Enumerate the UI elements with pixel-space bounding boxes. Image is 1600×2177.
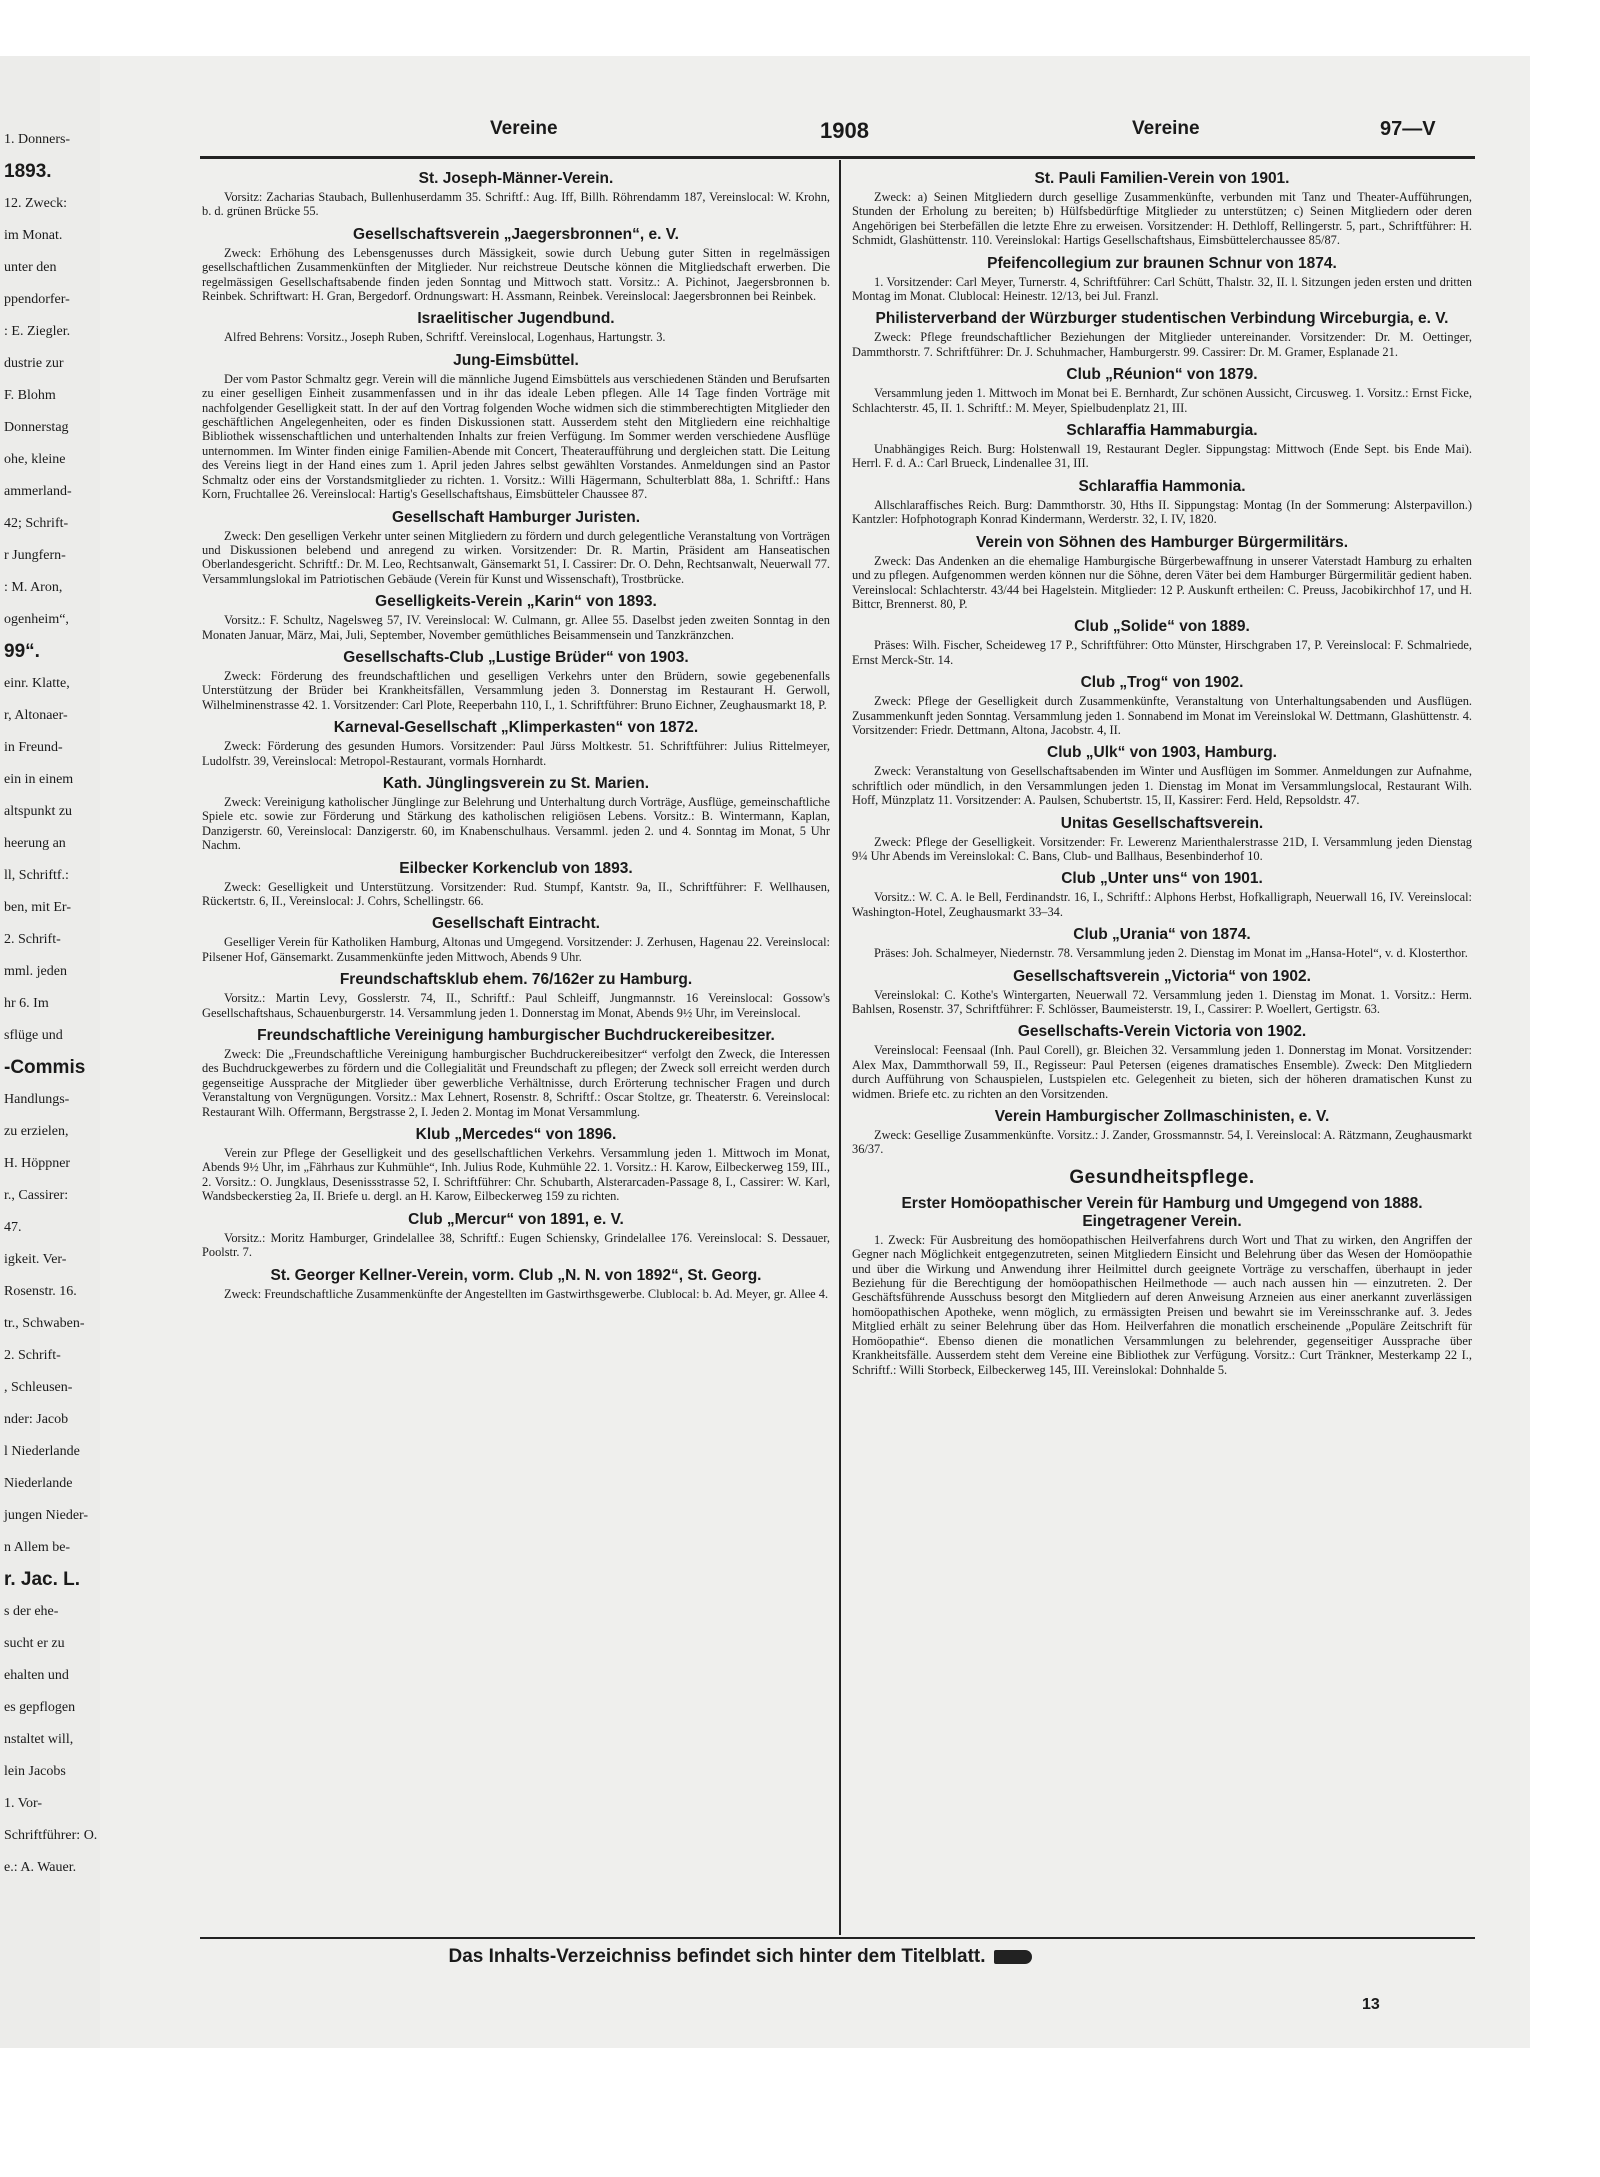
entry-body: Zweck: Geselligkeit und Unterstützung. Vorsitzender: Rud. Stumpf, Kantstr. 9a, II., Schriftführer: F. Wellhausen, Rückertstr. 6, II., Vereinslocal: J. Cohrs, Schellingstr. 66. [202, 879, 830, 908]
entry-body: Zweck: Pflege der Geselligkeit durch Zusammenkünfte, Veranstaltung von Unterhaltungsabenden und Ausflügen. Zusammenkunft jeden Sonntag. Versammlung jeden 1. Sonnabend im Monat im Vereinslokal W. Dettmann, Glashüttenstr. 4. Vorsitzender: Friedr. Dettmann, Altona, Jacobstr. 4, II. [852, 694, 1472, 737]
left-column-entry [202, 1126, 830, 1204]
previous-page-strip [0, 56, 100, 2048]
right-column-entry [852, 618, 1472, 667]
entry-body: Vorsitz.: Moritz Hamburger, Grindelallee 38, Schriftf.: Eugen Schiensky, Grindelallee 176. Vereinslocal: S. Dessauer, Poolstr. 7. [202, 1230, 830, 1260]
right-column-entry [852, 1023, 1472, 1101]
entry-title: Gesellschafts-Verein Victoria von 1902. [1017, 1023, 1307, 1041]
left-column-entry [202, 719, 830, 768]
previous-page-fragment: tr., Schwaben- [4, 1316, 85, 1331]
previous-page-fragment: im Monat. [4, 228, 63, 243]
entry-body: Verein zur Pflege der Geselligkeit und des gesellschaftlichen Verkehrs. Versammlung jeden 1. Mittwoch im Monat, Abends 9½ Uhr, im „Fährhaus zur Kuhmühle“, Inh. Julius Rode, Kuhmühle 22. 1. Vorsitz.: H. Karow, Eilbeckerweg 159, III., 2. Vorsitz.: O. Jungklaus, Desenissstrasse 52, I. Schriftführer: Chr. Schubarth, Alsterarcaden-Passage 8, I., Cassirer: W. Karl, Wandsbeckerstieg 2a, II. Briefe u. dergl. an H. Karow, Eilbeckerweg 159 zu richten. [202, 1146, 830, 1204]
previous-page-fragment: 1. Donners- [4, 132, 71, 147]
page-number: 13 [1362, 1996, 1380, 2013]
entry-body: Präses: Wilh. Fischer, Scheideweg 17 P., Schriftführer: Otto Münster, Hirschgraben 17, P. Vereinslocal: F. Schmalriede, Ernst Merck-Str. 14. [852, 638, 1472, 667]
entry-body: Zweck: Erhöhung des Lebensgenusses durch Mässigkeit, sowie durch Uebung guter Sitten in regelmässigen gesellschaftlichen Zusammenkünften der Mitglieder. Nur reichstreue Deutsche können die Mitgliedschaft erwerben. Die regelmässigen Gesellschaftsabende finden jeden Sonntag und Mittwoch statt. Vorsitz.: A. Pichinot, Jaegersbronnen b. Reinbek. Schriftwart: H. Gran, Bergedorf. Ordnungswart: H. Assmann, Reinbek. Vereinslocal: Jaegersbronnen bei Reinbek. [202, 245, 830, 304]
footer-note [200, 1946, 1280, 1968]
header-page-label: 97—V [1380, 118, 1436, 140]
entry-body: Zweck: Den geselligen Verkehr unter seinen Mitgliedern zu fördern und durch gelegentliche Veranstaltung von Vorträgen und Diskussionen belebend und anregend zu wirken. Vorsitzender: Dr. R. Martin, Präsident am Hanseatischen Oberlandesgericht. Schriftf.: Dr. M. Leo, Rechtsanwalt, Gänsemarkt 51, I. Cassirer: Dr. O. Dehn, Rechtsanwalt, Neuerwall 77. Versammlungslokal im Patriotischen Gebäude (Verein für Kunst und Wissenschaft), Trostbrücke. [202, 528, 830, 586]
entry-title: Pfeifencollegium zur braunen Schnur von 1874. [987, 254, 1337, 272]
entry-body: Zweck: Förderung des freundschaftlichen und geselligen Verkehrs unter den Brüdern, sowie gegebenenfalls Unterstützung der Brüder bei Krankheitsfällen, Versammlung jeden 3. Donnerstag im Restaurant H. Gerwoll, Wilhelminenstrasse 42. 1. Vorsitzender: Carl Plote, Reeperbahn 110, I., 1. Schriftführer: Bruno Eichner, Zeughausmarkt 18, P. [202, 668, 830, 712]
left-column-entry [202, 170, 830, 219]
entry-title: Erster Homöopathischer Verein für Hamburg und Umgegend von 1888. Eingetragener Verein. [901, 1194, 1423, 1230]
previous-page-fragment: l Niederlande [4, 1444, 80, 1459]
entry-body: Vereinslokal: C. Kothe's Wintergarten, Neuerwall 72. Versammlung jeden 1. Dienstag im Monat. 1. Vorsitz.: Herm. Bahlsen, Rosenstr. 37, Schriftführer: F. Schlösser, Baumeisterstr. 19, I., Cassirer: P. Woellert, Gertigstr. 63. [852, 987, 1472, 1016]
entry-body: Zweck: Freundschaftliche Zusammenkünfte der Angestellten im Gastwirthsgewerbe. Clublocal: b. Ad. Meyer, gr. Allee 4. [224, 1286, 829, 1301]
right-column-entry [852, 366, 1472, 415]
entry-body: Der vom Pastor Schmaltz gegr. Verein will die männliche Jugend Eimsbüttels aus verschiedenen Ständen und Berufsarten zu einer geselligen Einheit zusammenfassen und in ihr das ideale Leben pflegen. Alle 14 Tage finden Vorträge mit nachfolgender Geselligkeit statt. In der auf den Vortrag folgenden Woche widmen sich die stimmberechtigten Mitglieder den geschäftlichen Angelegenheiten, oder es finden Diskussionen statt. Ausserdem steht den Mitgliedern eine reichhaltige Bibliothek wissenschaftlichen und unterhaltenden Inhalts zur freien Verfügung. Im Sommer werden verschiedene Ausflüge unternommen. Im Winter finden einige Familien-Abende mit Concert, Theateraufführung und dergleichen statt. Die Leitung des Vereins liegt in der Hand eines zum 1. April jeden Jahres selbst gewählten Vorstandes. Anmeldungen sind an Pastor Schmaltz oder eins der Vorstandsmitglieder zu richten. 1. Vorsitz.: Willi Hägermann, Schulterblatt 88a, 1. Schriftf.: Hans Korn, Fruchtallee 26. Vereinslocal: Hartig's Gesellschaftshaus, Eimsbütteler Chaussee 87. [202, 371, 830, 502]
entry-title: Gesellschaft Hamburger Juristen. [391, 508, 641, 526]
entry-title: Geselligkeits-Verein „Karin“ von 1893. [375, 593, 657, 611]
right-column-entry [852, 968, 1472, 1017]
entry-body: Zweck: Die „Freundschaftliche Vereinigung hamburgischer Buchdruckereibesitzer“ verfolgt den Zweck, die Interessen des Buchdruckgewerbes zu fördern und die Collegialität und Freundschaft zu pflegen; der Zweck soll erreicht werden durch gegenseitige Aussprache der Mitglieder über gewerbliche Verhältnisse, durch Erörterung technischer Fragen und durch Veranstaltung von Vergnügungen. Vorsitz.: Max Lehnert, Rosenstr. 8, Schriftf.: Oscar Stoltze, gr. Theaterstr. 6. Vereinslocal: Restaurant Wilh. Offermann, Bergstrasse 2, I. Jeden 2. Montag im Monat Versammlung. [202, 1047, 830, 1119]
entry-title: St. Joseph-Männer-Verein. [418, 170, 614, 187]
left-column [202, 170, 830, 1930]
right-column-entry [852, 870, 1472, 919]
previous-page-fragment: 1893. [4, 161, 52, 182]
previous-page-fragment: jungen Nieder- [4, 1508, 89, 1523]
previous-page-fragment: ben, mit Er- [4, 900, 71, 915]
pointing-hand-icon [994, 1950, 1032, 1964]
entry-title: Freundschaftsklub ehem. 76/162er zu Hamburg. [339, 971, 693, 989]
entry-title: Schlaraffia Hammaburgia. [1066, 422, 1258, 440]
left-column-entry [202, 352, 830, 502]
previous-page-fragment: zu erzielen, [4, 1124, 69, 1139]
entry-body: Zweck: Das Andenken an die ehemalige Hamburgische Bürgerbewaffnung in unserer Vaterstadt Hamburg zu erhalten und zu pflegen. Aufgenommen werden können nur die Söhne, deren Väter bei dem Hamburger Bürgermilitär gedient haben. Vereinslocal: Schlachterstr. 43/44 bei Hagelstein. Mitglieder: 12 P. Auskunft ertheilen: C. Preuss, Jacobikirchhof 17, und H. Bittcr, Brennerst. 80, P. [852, 553, 1472, 611]
previous-page-fragment: nder: Jacob [4, 1412, 69, 1427]
entry-body: Vorsitz: Zacharias Staubach, Bullenhuserdamm 35. Schriftf.: Aug. Iff, Billh. Röhrendamm 187, Vereinslocal: W. Krohn, b. d. grünen Brücke 55. [202, 190, 830, 219]
previous-page-fragment: : M. Aron, [4, 580, 63, 595]
previous-page-fragment: r., Cassirer: [4, 1188, 69, 1203]
previous-page-fragment: Niederlande [4, 1476, 73, 1491]
previous-page-fragment: 99“. [4, 641, 40, 662]
previous-page-fragment: in Freund- [4, 740, 63, 755]
previous-page-fragment: 47. [4, 1220, 22, 1235]
entry-title: Gesellschaft Eintracht. [432, 915, 600, 933]
entry-title: Philisterverband der Würzburger studentischen Verbindung Wirceburgia, e. V. [875, 310, 1449, 328]
previous-page-fragment: ppendorfer- [4, 292, 70, 307]
entry-title: Club „Mercur“ von 1891, e. V. [408, 1210, 624, 1228]
entry-body: 1. Zweck: Für Ausbreitung des homöopathischen Heilverfahrens durch Wort und That zu wirken, den Angriffen der Gegner nach Möglichkeit entgegenzutreten, seinen Mitgliedern Einsicht und Belehrung über das Wesen der Homöopathie und über die Wirkung und Anwendung ihrer Heilmittel durch geeignete Vorträge zu verschaffen, überhaupt in jeder Beziehung für die Berechtigung der homöopathischen Heilmethode — auch nach aussen hin — einzutreten. 2. Der Geschäftsführende Ausschuss besorgt den Mitgliedern auf deren Anweisung Arzneien aus einer anerkannt zuverlässigen homöopathischen Apotheke, wenn möglich, zu ermässigten Preisen und bewahrt sie im Vereinsschranke auf. 3. Jedes Mitglied erhält zu seiner Belehrung über das Hom. Heilverfahren die monatlich erscheinende „Populäre Zeitschrift für Homöopathie“. Ebenso dienen die monatlichen Versammlungen zu belehrender, gegenseitiger Aussprache über Krankheitsfälle. Ausserdem steht dem Vereine eine Bibliothek zur Verfügung. Vorsitz.: Curt Tränkner, Mesterkamp 22 I., Schriftf.: Willi Storbeck, Eilbeckerweg 145, III. Vereinslokal: Dohnhalde 5. [852, 1232, 1472, 1377]
previous-page-fragment: lein Jacobs [4, 1764, 66, 1779]
left-column-entry [202, 593, 830, 642]
previous-page-fragment: H. Höppner [4, 1156, 71, 1171]
left-column-entry [202, 310, 830, 344]
footer-note-text: Das Inhalts-Verzeichniss befindet sich hinter dem Titelblatt. [448, 1946, 986, 1967]
previous-page-fragment: r, Altonaer- [4, 708, 68, 723]
right-column [852, 170, 1472, 1930]
previous-page-fragment: altspunkt zu [4, 804, 73, 819]
entry-title: Schlaraffia Hammonia. [1078, 477, 1246, 495]
entry-title: St. Georger Kellner-Verein, vorm. Club „N. N. von 1892“, St. Georg. [270, 1266, 762, 1284]
previous-page-fragment: heerung an [4, 836, 66, 851]
entry-title: Club „Trog“ von 1902. [1080, 674, 1244, 692]
left-column-entry [202, 509, 830, 587]
previous-page-fragment: r Jungfern- [4, 548, 66, 563]
entry-body: Vorsitz.: F. Schultz, Nagelsweg 57, IV. Vereinslocal: W. Culmann, gr. Allee 55. Daselbst jeden zweiten Sonntag in den Monaten Januar, März, Mai, Juli, September, November gemüthliches Beisammensein und Tanzkränzchen. [202, 613, 830, 642]
entry-body: Versammlung jeden 1. Mittwoch im Monat bei E. Bernhardt, Zur schönen Aussicht, Circusweg. 1. Vorsitz.: Ernst Ficke, Schlachterstr. 45, II. 1. Schriftf.: M. Meyer, Spielbudenplatz 21, III. [852, 386, 1472, 415]
entry-title: Gesellschaftsverein „Victoria“ von 1902. [1013, 967, 1311, 985]
entry-body: Allschlaraffisches Reich. Burg: Dammthorstr. 30, Hths II. Sippungstag: Montag (In der Sommerung: Alsterpavillon.) Kantzler: Hofphotograph Konrad Kindermann, Werderstr. 32, I. IV, 1820. [852, 497, 1472, 527]
previous-page-fragment: einr. Klatte, [4, 676, 70, 691]
header-year: 1908 [820, 118, 869, 143]
previous-page-fragment: 1. Vor- [4, 1796, 43, 1811]
previous-page-fragment: ogenheim“, [4, 612, 69, 627]
right-column-entry [852, 255, 1472, 304]
left-column-entry [202, 860, 830, 909]
entry-title: Israelitischer Jugendbund. [417, 310, 615, 328]
previous-page-fragment: r. Jac. L. [4, 1569, 81, 1590]
previous-page-fragment: , Schleusen- [4, 1380, 73, 1395]
health-section-entry [852, 1195, 1472, 1377]
section-heading-health: Gesundheitspflege. [1069, 1166, 1255, 1188]
entry-body: 1. Vorsitzender: Carl Meyer, Turnerstr. 4, Schriftführer: Carl Schütt, Thalstr. 32, II. l. Sitzungen jeden ersten und dritten Montag im Monat. Clublocal: Heinestr. 12/13, bei Jul. Franzl. [852, 274, 1472, 304]
previous-page-fragment: hr 6. Im [4, 996, 49, 1011]
right-column-entry [852, 674, 1472, 737]
entry-title: Club „Ulk“ von 1903, Hamburg. [1047, 744, 1277, 762]
entry-title: Unitas Gesellschaftsverein. [1060, 814, 1264, 832]
left-column-entry [202, 775, 830, 853]
previous-page-fragment: : E. Ziegler. [4, 324, 71, 339]
entry-title: Klub „Mercedes“ von 1896. [415, 1126, 617, 1144]
right-column-entry [852, 170, 1472, 248]
entry-body: Geselliger Verein für Katholiken Hamburg, Altonas und Umgegend. Vorsitzender: J. Zerhusen, Hagenau 22. Vereinslocal: Pilsener Hof, Gänsemarkt. Zusammenkünfte jeden Mittwoch, Abends 9 Uhr. [202, 935, 830, 964]
right-margin [1530, 56, 1600, 2048]
previous-page-fragment: n Allem be- [4, 1540, 71, 1555]
entry-body: Alfred Behrens: Vorsitz., Joseph Ruben, Schriftf. Vereinslocal, Logenhaus, Hartungstr. 3. [224, 330, 666, 345]
entry-title: Gesellschaftsverein „Jaegersbronnen“, e. V. [353, 225, 679, 243]
entry-body: Zweck: Vereinigung katholischer Jünglinge zur Belehrung und Unterhaltung durch Vorträge, Ausflüge, gemeinschaftliche Spiele etc. sowie zur Förderung und Stärkung des katholischen religiösen Lebens. Vorsitz.: B. Wintermann, Kaplan, Danzigerstr. 60, Vereinslocal: Danzigerstr. 60, im Knabenschulhaus. Versamml. jeden 2. und 4. Sonntag im Monat, 5 Uhr Nachm. [202, 794, 830, 853]
entry-title: Verein von Söhnen des Hamburger Bürgermilitärs. [975, 533, 1349, 551]
right-column-entry [852, 815, 1472, 864]
right-column-entry [852, 478, 1472, 527]
entry-body: Vorsitz.: Martin Levy, Gosslerstr. 74, II., Schriftf.: Paul Schleiff, Jungmannstr. 16 Vereinslocal: Gossow's Gesellschaftshaus, Schauenburgerstr. 14. Versammlung jeden 1. Donnerstag im Monat, Abends 9½ Uhr, im Vereinslocal. [202, 991, 830, 1020]
previous-page-fragment: nstaltet will, [4, 1732, 74, 1747]
previous-page-fragment: 12. Zweck: [4, 196, 67, 211]
entry-title: Club „Réunion“ von 1879. [1066, 366, 1258, 384]
left-column-entry [202, 915, 830, 964]
previous-page-fragment: 2. Schrift- [4, 1348, 61, 1363]
previous-page-fragment: 2. Schrift- [4, 932, 61, 947]
right-column-entry [852, 310, 1472, 359]
entry-body: Unabhängiges Reich. Burg: Holstenwall 19, Restaurant Degler. Sippungstag: Mittwoch (Ende Sept. bis Ende Mai). Herrl. F. d. A.: Carl Brueck, Lindenallee 31, III. [852, 442, 1472, 471]
entry-title: Freundschaftliche Vereinigung hamburgischer Buchdruckereibesitzer. [257, 1027, 775, 1045]
previous-page-fragment: e.: A. Wauer. [4, 1860, 77, 1875]
entry-title: Club „Urania“ von 1874. [1073, 926, 1251, 944]
entry-title: Karneval-Gesellschaft „Klimperkasten“ von 1872. [333, 719, 699, 737]
left-column-entry [202, 649, 830, 712]
previous-page-fragment: dustrie zur [4, 356, 64, 371]
left-column-entry [202, 1267, 830, 1301]
previous-page-fragment: ammerland- [4, 484, 72, 499]
entry-body: Zweck: Veranstaltung von Gesellschaftsabenden im Winter und Ausflügen im Sommer. Anmeldungen zur Aufnahme, schriftlich oder mündlich, in den Versammlungen jeden 1. Dienstag im Monat im Versammlungslocal, Restaurant Wilh. Hoff, Münzplatz 11. Vorsitzender: A. Paulsen, Schubertstr. 15, II, Kassirer: Ferd. Held, Repsoldstr. 47. [852, 764, 1472, 808]
left-column-entry [202, 1211, 830, 1260]
right-column-entry [852, 926, 1472, 960]
entry-title: Eilbecker Korkenclub von 1893. [399, 859, 633, 877]
previous-page-fragment: ohe, kleine [4, 452, 66, 467]
entry-body: Zweck: a) Seinen Mitgliedern durch gesellige Zusammenkünfte, verbunden mit Tanz und Theater-Aufführungen, Stunden der Erholung zu bereiten; b) Hülfsbedürftige Mitglieder zu unterstützen; c) Seinen Mitgliedern oder deren Angehörigen bei Sterbefällen die letzte Ehre zu erweisen. Vorsitzender: H. Dethloff, Rellingerstr. 5, part., Schriftführer: H. Schmidt, Glashüttenstr. 110. Vereinslokal: Hartigs Gesellschaftshaus, Eimsbüttelerchaussee 85/87. [852, 190, 1472, 248]
right-column-entry [852, 422, 1472, 471]
previous-page-fragment: Rosenstr. 16. [4, 1284, 77, 1299]
entry-body: Präses: Joh. Schalmeyer, Niedernstr. 78. Versammlung jeden 2. Dienstag im Monat im „Hansa-Hotel“, v. d. Klosterthor. [874, 946, 1468, 961]
previous-page-fragment: ehalten und [4, 1668, 69, 1683]
right-column-entry [852, 534, 1472, 612]
previous-page-fragment: sflüge und [4, 1028, 63, 1043]
previous-page-fragment: F. Blohm [4, 388, 56, 403]
entry-title: Verein Hamburgischer Zollmaschinisten, e. V. [994, 1108, 1330, 1126]
right-column-entry [852, 744, 1472, 807]
previous-page-fragment: Handlungs- [4, 1092, 70, 1107]
scan-bottom-margin [0, 2048, 1600, 2177]
previous-page-fragment: unter den [4, 260, 57, 275]
entry-body: Vorsitz.: W. C. A. le Bell, Ferdinandstr. 16, I., Schriftf.: Alphons Herbst, Hofkalligraph, Neuerwall 16, IV. Vereinslocal: Washington-Hotel, Zeughausmarkt 33–34. [852, 890, 1472, 919]
header-right-title: Vereine [1132, 118, 1200, 139]
previous-page-fragment: igkeit. Ver- [4, 1252, 67, 1267]
right-column-entry [852, 1108, 1472, 1157]
entry-title: Club „Solide“ von 1889. [1074, 618, 1250, 636]
entry-title: Club „Unter uns“ von 1901. [1061, 870, 1263, 888]
entry-title: Jung-Eimsbüttel. [453, 351, 579, 369]
previous-page-fragment: Donnerstag [4, 420, 69, 435]
previous-page-fragment: 42; Schrift- [4, 516, 69, 531]
previous-page-fragment: mml. jeden [4, 964, 67, 979]
entry-title: Gesellschafts-Club „Lustige Brüder“ von 1903. [343, 648, 689, 666]
bottom-rule [200, 1937, 1475, 1939]
previous-page-fragment: s der ehe- [4, 1604, 59, 1619]
previous-page-fragment: -Commis [4, 1057, 86, 1078]
entry-body: Vereinslocal: Feensaal (Inh. Paul Corell), gr. Bleichen 32. Versammlung jeden 1. Donnerstag im Monat. Vorsitzender: Alex Max, Dammthorwall 59, II., Regisseur: Paul Petersen (eigenes dramatisches Ensemble). Zweck: Den Mitgliedern durch Aufführung von Schauspielen, Lustspielen etc. Gelegenheit zu bieten, sich der höheren dramatischen Kunst zu widmen. Briefe etc. zu richten an den Vorsitzenden. [852, 1043, 1472, 1101]
column-divider [839, 160, 841, 1935]
header-left-title: Vereine [490, 118, 558, 139]
entry-body: Zweck: Förderung des gesunden Humors. Vorsitzender: Paul Jürss Moltkestr. 51. Schriftführer: Julius Rittelmeyer, Ludolfstr. 39, Vereinslocal: Metropol-Restaurant, vormals Hornhardt. [202, 739, 830, 768]
left-column-entry [202, 971, 830, 1020]
entry-body: Zweck: Pflege der Geselligkeit. Vorsitzender: Fr. Lewerenz Marienthalerstrasse 21D, I. Versammlung jeden Dienstag 9¼ Uhr Abends im Vereinslokal: C. Bans, Club- und Ballhaus, Besenbinderhof 10. [852, 834, 1472, 863]
entry-title: Kath. Jünglingsverein zu St. Marien. [382, 774, 650, 792]
entry-body: Zweck: Pflege freundschaftlicher Beziehungen der Mitglieder untereinander. Vorsitzender: Dr. M. Oettinger, Dammthorstr. 7. Schriftführer: Dr. J. Schuhmacher, Hamburgerstr. 99. Cassirer: Dr. M. Gramer, Esplanade 21. [852, 330, 1472, 359]
previous-page-fragment: es gepflogen [4, 1700, 76, 1715]
previous-page-fragment: sucht er zu [4, 1636, 65, 1651]
previous-page-fragment: Schriftführer: O. [4, 1828, 98, 1843]
previous-page-fragment: ll, Schriftf.: [4, 868, 69, 883]
header-rule [200, 156, 1475, 159]
entry-body: Zweck: Gesellige Zusammenkünfte. Vorsitz.: J. Zander, Grossmannstr. 54, I. Vereinslocal: A. Rätzmann, Zeughausmarkt 36/37. [852, 1128, 1472, 1157]
left-column-entry [202, 1027, 830, 1119]
previous-page-fragment: ein in einem [4, 772, 74, 787]
left-column-entry [202, 226, 830, 304]
entry-title: St. Pauli Familien-Verein von 1901. [1034, 170, 1290, 187]
